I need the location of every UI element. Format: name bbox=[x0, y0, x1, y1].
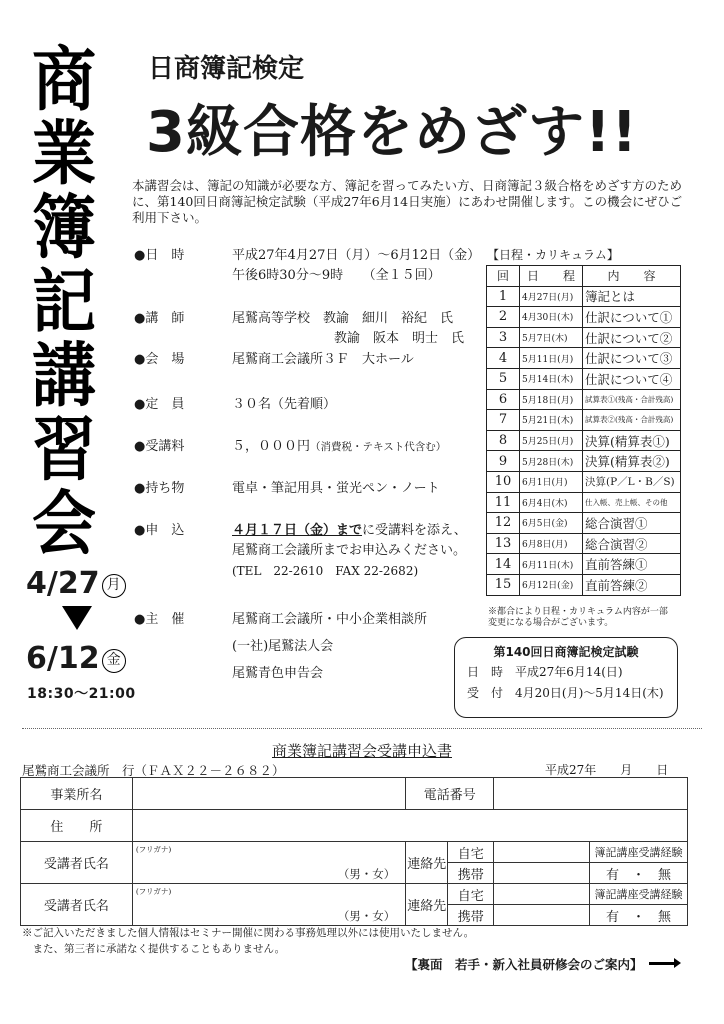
schedule-title: 【日程・カリキュラム】 bbox=[487, 248, 619, 262]
info-label: ●講 師 bbox=[134, 311, 185, 326]
schedule-table bbox=[486, 265, 681, 596]
privacy-line: また、第三者に承諾なく提供することもありません。 bbox=[22, 943, 286, 955]
business-name-field[interactable] bbox=[132, 778, 405, 810]
apply-deadline: ４月１７日（金）まで bbox=[232, 523, 363, 538]
schedule-row bbox=[487, 307, 681, 328]
session-number: 3 bbox=[487, 327, 520, 348]
schedule-row bbox=[487, 451, 681, 472]
session-number: 5 bbox=[487, 368, 520, 389]
col-header-content: 内 容 bbox=[583, 266, 681, 287]
mobile-label: 携帯 bbox=[448, 905, 494, 926]
session-number: 4 bbox=[487, 348, 520, 369]
exam-date-value: 平成27年6月14(日) bbox=[515, 665, 623, 679]
schedule-row bbox=[487, 286, 681, 307]
exam-title: 第140回日商簿記検定試験 bbox=[493, 645, 639, 659]
info-value: ５，０００円 bbox=[232, 439, 311, 454]
participant-1-label: 受講者氏名 bbox=[21, 842, 133, 884]
schedule-row bbox=[487, 574, 681, 595]
schedule-row bbox=[487, 348, 681, 369]
schedule-row bbox=[487, 430, 681, 451]
info-items bbox=[134, 479, 440, 499]
session-number: 1 bbox=[487, 286, 520, 307]
form-recipient: 尾鷲商工会議所 行（ＦＡＸ２２－２６８２） bbox=[22, 763, 285, 778]
end-dow-badge: 金 bbox=[102, 649, 126, 673]
apply-line2: 尾鷲商工会議所までお申込みください。 bbox=[232, 543, 467, 558]
home-label: 自宅 bbox=[448, 884, 494, 905]
session-number: 12 bbox=[487, 513, 520, 534]
session-content: 決算(精算表①) bbox=[583, 430, 681, 451]
page-title: 3級合格をめざす!! bbox=[146, 100, 639, 165]
session-number: 7 bbox=[487, 410, 520, 431]
intro-text: 本講習会は、簿記の知識が必要な方、簿記を習ってみたい方、日商簿記３級合格をめざす方のために、第140回日商簿記検定試験（平成27年6月14日実施）にあわせ開催します。この機会にぜひご利用下さい。 bbox=[132, 178, 683, 225]
subtitle: 日商簿記検定 bbox=[148, 54, 305, 84]
session-content: 仕訳について① bbox=[583, 307, 681, 328]
participant-2-name-field[interactable] bbox=[132, 884, 405, 926]
exam-date-label: 日 時 bbox=[467, 665, 504, 679]
furigana-label: (フリガナ) bbox=[135, 845, 172, 854]
contact-label: 連絡先 bbox=[406, 842, 448, 884]
session-date: 5月11日(月) bbox=[520, 348, 583, 369]
exam-accept-label: 受 付 bbox=[467, 686, 504, 700]
info-label: ●持ち物 bbox=[134, 481, 185, 496]
info-label: ●会 場 bbox=[134, 352, 185, 367]
schedule-row bbox=[487, 389, 681, 410]
experience-label: 簿記講座受講経験 bbox=[589, 842, 687, 863]
session-number: 9 bbox=[487, 451, 520, 472]
mobile-phone-field[interactable] bbox=[494, 905, 590, 926]
info-datetime bbox=[134, 246, 480, 266]
session-number: 14 bbox=[487, 554, 520, 575]
form-title-text: 商業簿記講習会受講申込書 bbox=[271, 742, 452, 760]
session-content: 総合演習② bbox=[583, 533, 681, 554]
schedule-row bbox=[487, 368, 681, 389]
session-content: 決算(P／L・B／S) bbox=[583, 471, 681, 492]
banner-char: 業 bbox=[32, 115, 96, 195]
cut-line-divider bbox=[22, 728, 702, 729]
session-content: 総合演習① bbox=[583, 513, 681, 534]
session-date: 6月12日(金) bbox=[520, 574, 583, 595]
col-header-no: 回 bbox=[487, 266, 520, 287]
info-value: 尾鷲商工会議所３Ｆ 大ホール bbox=[232, 352, 414, 367]
home-phone-field[interactable] bbox=[494, 842, 590, 863]
banner-char: 講 bbox=[32, 337, 96, 417]
schedule-row bbox=[487, 533, 681, 554]
end-date-text: 6/12 bbox=[26, 641, 100, 676]
info-capacity bbox=[134, 395, 336, 415]
privacy-notice bbox=[22, 925, 474, 957]
schedule-row bbox=[487, 471, 681, 492]
session-date: 4月30日(木) bbox=[520, 307, 583, 328]
schedule-note-line: ※都合により日程・カリキュラム内容が一部 bbox=[488, 607, 668, 617]
vertical-banner-title bbox=[32, 41, 96, 565]
schedule-note-line: 変更になる場合がございます。 bbox=[488, 618, 614, 628]
session-date: 5月25日(月) bbox=[520, 430, 583, 451]
session-number: 2 bbox=[487, 307, 520, 328]
session-date: 6月8日(月) bbox=[520, 533, 583, 554]
schedule-row bbox=[487, 513, 681, 534]
info-datetime-line2: 午後6時30分～9時 （全１５回） bbox=[232, 268, 441, 283]
back-page-text: 【裏面 若手・新入社員研修会のご案内】 bbox=[405, 957, 643, 972]
info-value: 平成27年4月27日（月）～6月12日（金） bbox=[232, 248, 481, 263]
info-label: ●申 込 bbox=[134, 523, 185, 538]
mobile-label: 携帯 bbox=[448, 863, 494, 884]
session-content: 仕訳について③ bbox=[583, 348, 681, 369]
time-range: 18:30〜21:00 bbox=[27, 686, 136, 702]
session-date: 5月21日(木) bbox=[520, 410, 583, 431]
session-number: 10 bbox=[487, 471, 520, 492]
session-date: 5月28日(木) bbox=[520, 451, 583, 472]
session-number: 15 bbox=[487, 574, 520, 595]
info-value: ３０名（先着順） bbox=[232, 397, 337, 412]
schedule-row bbox=[487, 327, 681, 348]
session-content: 直前答練① bbox=[583, 554, 681, 575]
session-content: 仕訳について④ bbox=[583, 368, 681, 389]
session-content: 仕入帳、売上帳、その他 bbox=[583, 492, 681, 513]
right-arrow-icon bbox=[649, 962, 675, 965]
info-instructor bbox=[134, 309, 453, 329]
gender-option: （男・女） bbox=[337, 867, 396, 881]
session-number: 13 bbox=[487, 533, 520, 554]
info-value: 尾鷲高等学校 教諭 細川 裕紀 氏 bbox=[232, 311, 454, 326]
phone-label: 電話番号 bbox=[406, 778, 494, 810]
home-phone-field[interactable] bbox=[494, 884, 590, 905]
apply-text: に受講料を添え、 bbox=[362, 523, 467, 538]
session-date: 6月11日(木) bbox=[520, 554, 583, 575]
exam-accept-value: 4月20日(月)～5月14日(木) bbox=[515, 686, 664, 700]
back-page-notice bbox=[405, 955, 675, 973]
info-host bbox=[134, 610, 427, 630]
session-date: 4月27日(月) bbox=[520, 286, 583, 307]
schedule-row bbox=[487, 554, 681, 575]
experience-label: 簿記講座受講経験 bbox=[589, 884, 687, 905]
start-date bbox=[26, 566, 126, 601]
session-date: 5月18日(月) bbox=[520, 389, 583, 410]
business-name-label: 事業所名 bbox=[21, 778, 133, 810]
experience-options[interactable]: 有 ・ 無 bbox=[589, 905, 687, 926]
form-date: 平成27年 月 日 bbox=[545, 763, 669, 777]
experience-options[interactable]: 有 ・ 無 bbox=[589, 863, 687, 884]
info-instructor-line2: 教諭 阪本 明士 氏 bbox=[334, 331, 465, 346]
session-content: 試算表②(残高・合計残高) bbox=[583, 410, 681, 431]
host-line3: 尾鷲青色申告会 bbox=[232, 666, 324, 681]
schedule-row bbox=[487, 492, 681, 513]
banner-char: 習 bbox=[32, 411, 96, 491]
banner-char: 簿 bbox=[32, 189, 96, 269]
end-date bbox=[26, 641, 126, 676]
participant-2-label: 受講者氏名 bbox=[21, 884, 133, 926]
mobile-phone-field[interactable] bbox=[494, 863, 590, 884]
exam-date-row bbox=[455, 662, 677, 683]
start-date-text: 4/27 bbox=[26, 566, 100, 601]
session-date: 6月1日(月) bbox=[520, 471, 583, 492]
exam-info-box bbox=[454, 637, 678, 718]
info-fee bbox=[134, 437, 446, 457]
phone-field[interactable] bbox=[494, 778, 688, 810]
privacy-line: ※ご記入いただきました個人情報はセミナー開催に関わる事務処理以外には使用いたしません。 bbox=[22, 927, 475, 939]
info-value: 尾鷲商工会議所・中小企業相談所 bbox=[232, 612, 428, 627]
contact-label: 連絡先 bbox=[406, 884, 448, 926]
session-number: 6 bbox=[487, 389, 520, 410]
form-title bbox=[0, 740, 724, 761]
schedule-header-row bbox=[487, 266, 681, 287]
session-date: 6月5日(金) bbox=[520, 513, 583, 534]
banner-char: 会 bbox=[32, 485, 96, 565]
session-number: 8 bbox=[487, 430, 520, 451]
info-label: ●日 時 bbox=[134, 248, 185, 263]
session-content: 簿記とは bbox=[583, 286, 681, 307]
info-label: ●定 員 bbox=[134, 397, 185, 412]
home-label: 自宅 bbox=[448, 842, 494, 863]
info-label: ●主 催 bbox=[134, 612, 185, 627]
info-apply bbox=[134, 521, 467, 541]
col-header-date: 日 程 bbox=[520, 266, 583, 287]
participant-1-name-field[interactable] bbox=[132, 842, 405, 884]
apply-contact: (TEL 22-2610 FAX 22-2682) bbox=[232, 564, 419, 578]
host-line2: (一社)尾鷲法人会 bbox=[232, 639, 334, 654]
session-content: 仕訳について② bbox=[583, 327, 681, 348]
session-content: 直前答練② bbox=[583, 574, 681, 595]
info-label: ●受講料 bbox=[134, 439, 185, 454]
gender-option: （男・女） bbox=[337, 909, 396, 923]
schedule-row bbox=[487, 410, 681, 431]
furigana-label: (フリガナ) bbox=[135, 887, 172, 896]
exam-accept-row bbox=[455, 683, 677, 704]
session-date: 6月4日(木) bbox=[520, 492, 583, 513]
session-date: 5月14日(木) bbox=[520, 368, 583, 389]
banner-char: 記 bbox=[32, 263, 96, 343]
address-label: 住 所 bbox=[21, 810, 133, 842]
session-content: 決算(精算表②) bbox=[583, 451, 681, 472]
info-venue bbox=[134, 350, 414, 370]
application-form-table bbox=[20, 777, 688, 926]
session-content: 試算表①(残高・合計残高) bbox=[583, 389, 681, 410]
fee-note: （消費税・テキスト代含む） bbox=[310, 441, 447, 453]
down-triangle-icon bbox=[62, 606, 92, 630]
start-dow-badge: 月 bbox=[102, 574, 126, 598]
session-number: 11 bbox=[487, 492, 520, 513]
address-field[interactable] bbox=[132, 810, 687, 842]
banner-char: 商 bbox=[32, 41, 96, 121]
session-date: 5月7日(木) bbox=[520, 327, 583, 348]
info-value: 電卓・筆記用具・蛍光ペン・ノート bbox=[232, 481, 440, 496]
schedule-note bbox=[488, 607, 668, 629]
